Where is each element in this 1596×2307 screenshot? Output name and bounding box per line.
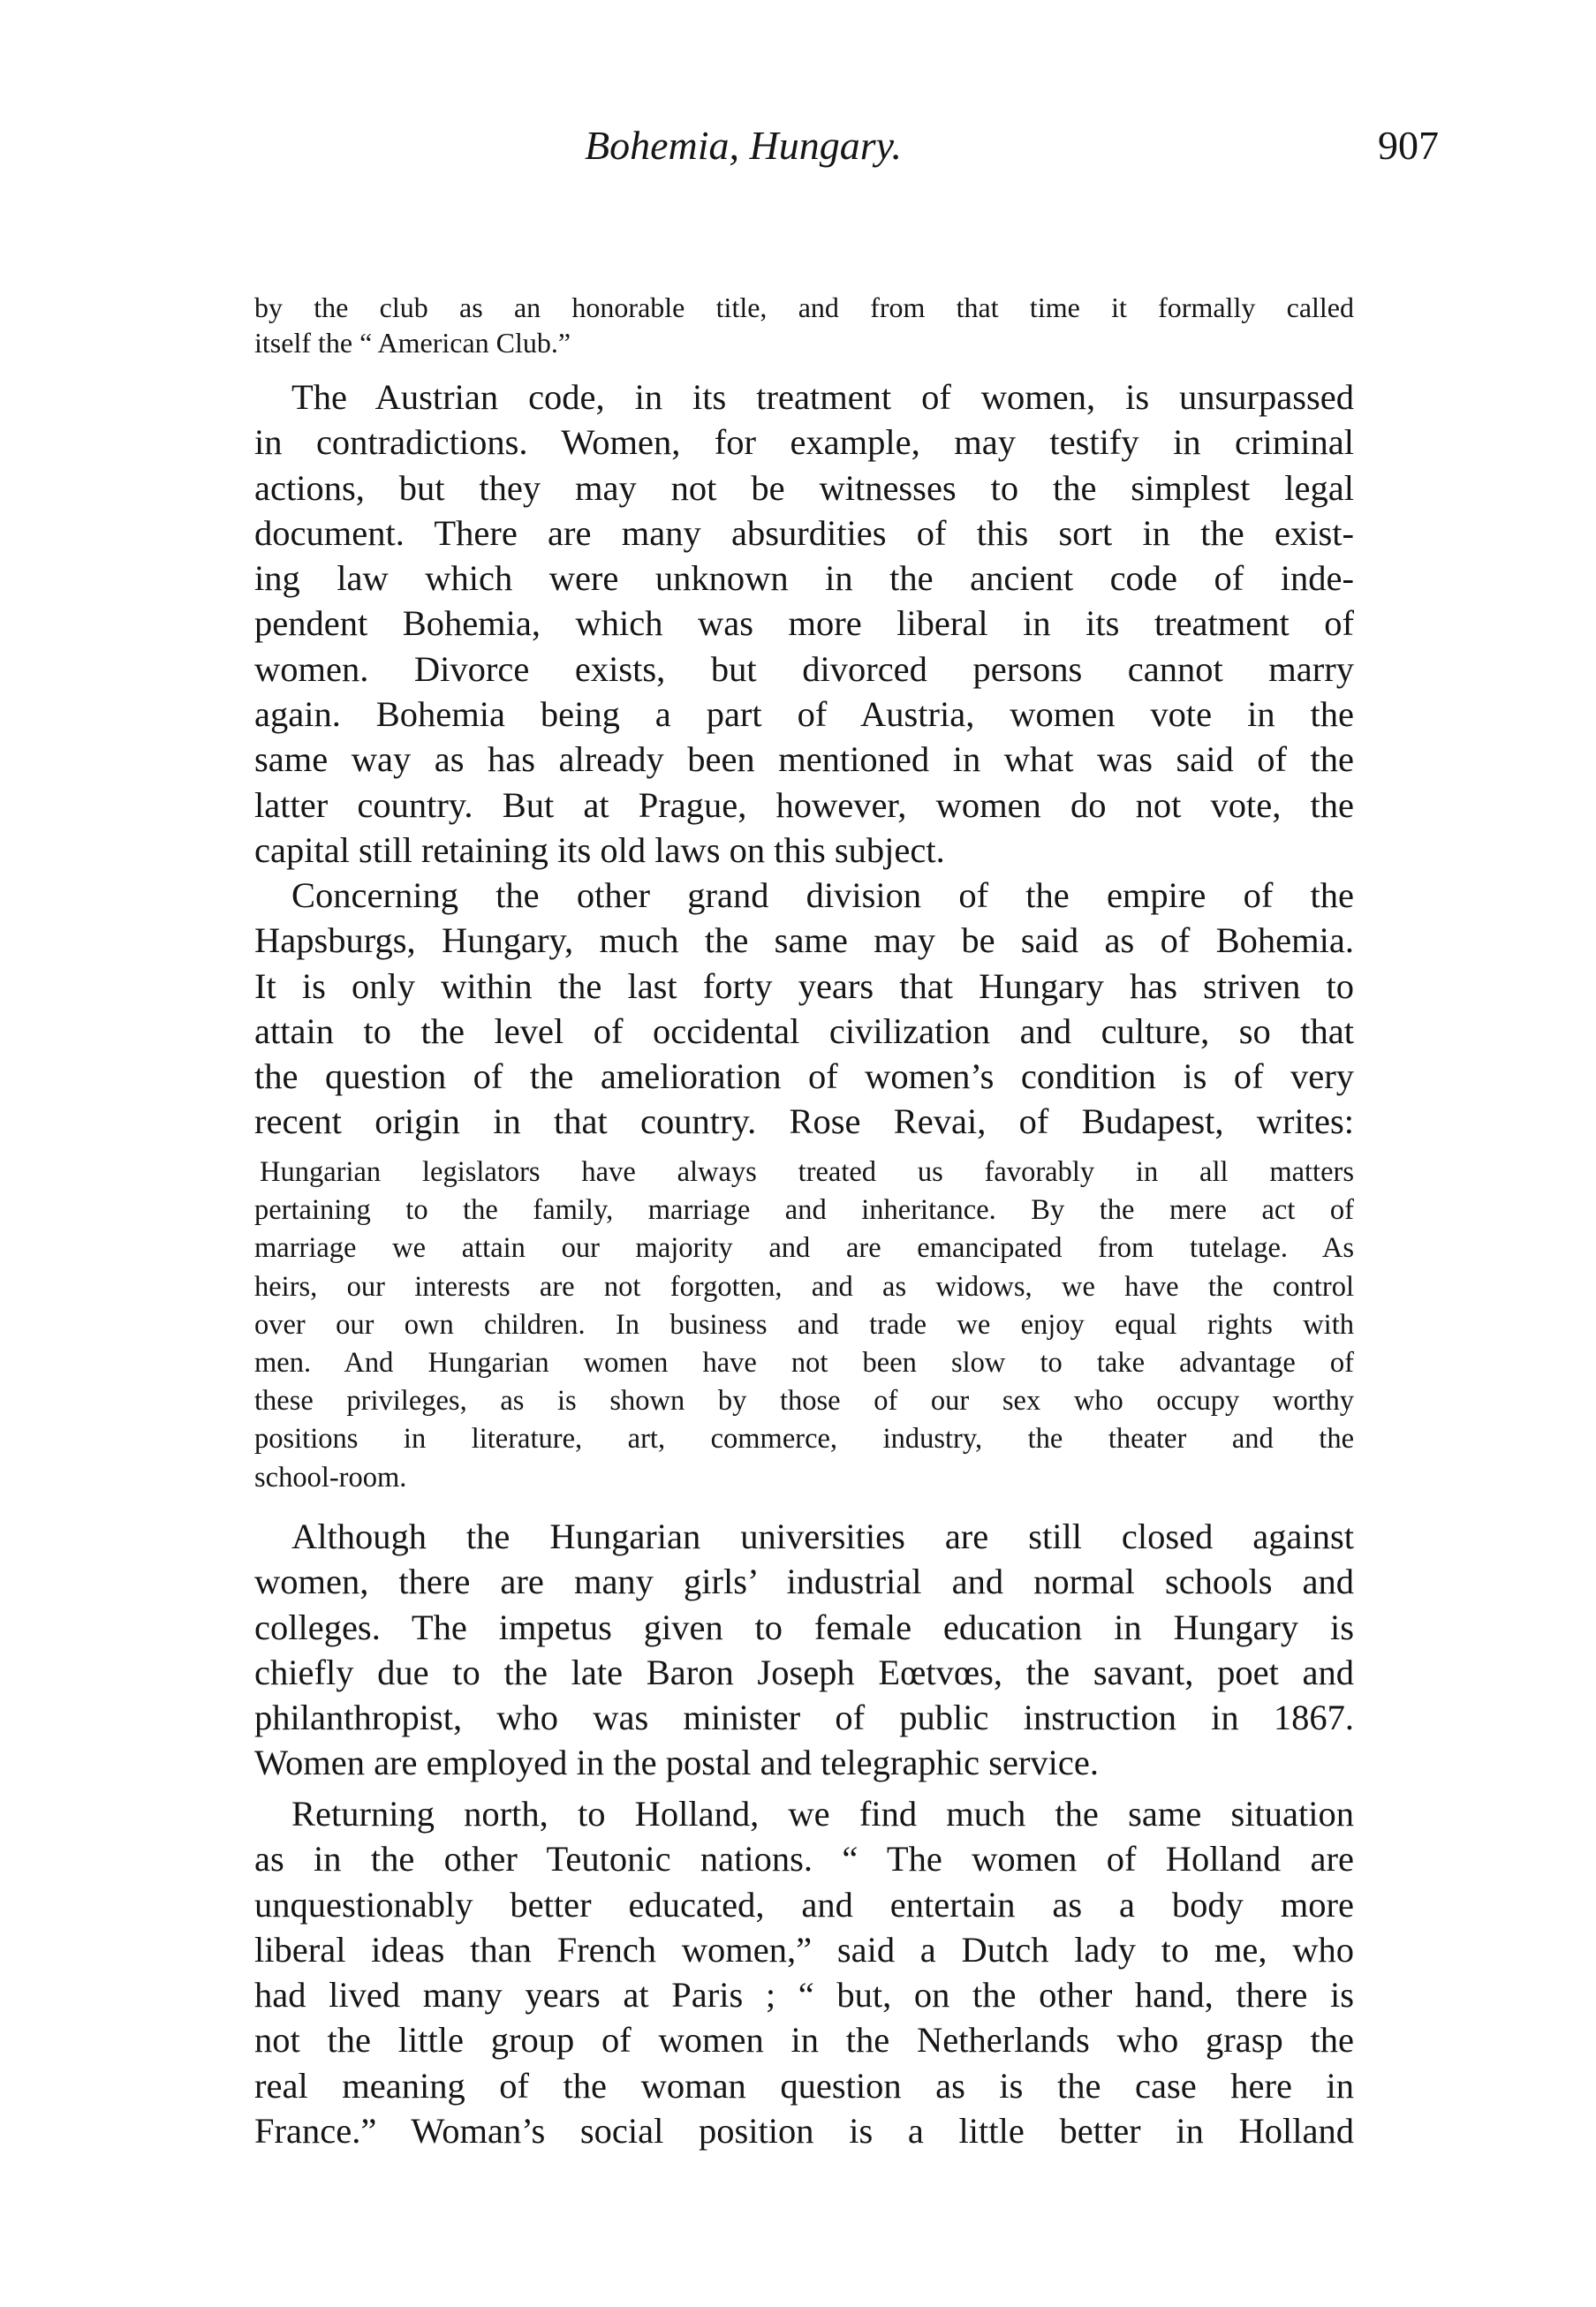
text-line: attain to the level of occidental civilization and culture, so that <box>254 1010 1354 1051</box>
text-line: latter country. But at Prague, however, women do not vote, the <box>254 784 1354 825</box>
text-line: chiefly due to the late Baron Joseph Eœtvœs, the savant, poet and <box>254 1652 1354 1692</box>
text-line: The Austrian code, in its treatment of women, is unsurpassed <box>291 377 1354 417</box>
intro-continuation <box>254 290 1354 360</box>
text-line: itself the “ American Club.” <box>254 327 571 359</box>
text-line: had lived many years at Paris ; “ but, on the other hand, there is <box>254 1975 1354 2016</box>
text-line: by the club as an honorable title, and from that time it formally called <box>254 291 1354 323</box>
text-line: again. Bohemia being a part of Austria, women vote in the <box>254 694 1354 735</box>
paragraph-universities <box>254 1514 1354 1786</box>
text-line: document. There are many absurdities of this sort in the exist- <box>254 512 1354 553</box>
text-line: the question of the amelioration of women’s condition is of very <box>254 1056 1354 1097</box>
page-number: 907 <box>1378 123 1439 168</box>
text-line: positions in literature, art, commerce, industry, the theater and the <box>254 1423 1354 1456</box>
text-line: ing law which were unknown in the ancient code of inde- <box>254 558 1354 599</box>
text-line: actions, but they may not be witnesses to the simplest legal <box>254 467 1354 508</box>
text-line: marriage we attain our majority and are emancipated from tutelage. As <box>254 1232 1354 1265</box>
running-title: Bohemia, Hungary. <box>585 123 903 168</box>
block-quote-rose-revai <box>254 1154 1354 1497</box>
text-line: philanthropist, who was minister of public instruction in 1867. <box>254 1698 1354 1738</box>
paragraph-hungary <box>254 873 1354 1145</box>
text-line: Women are employed in the postal and telegraphic service. <box>254 1743 1100 1783</box>
text-line: over our own children. In business and trade we enjoy equal rights with <box>254 1308 1354 1341</box>
text-line: men. And Hungarian women have not been slow to take advantage of <box>254 1347 1354 1380</box>
text-line: It is only within the last forty years that Hungary has striven to <box>254 965 1354 1006</box>
text-line: in contradictions. Women, for example, may testify in criminal <box>254 422 1354 463</box>
text-line: pertaining to the family, marriage and inheritance. By the mere act of <box>254 1194 1354 1227</box>
text-line: capital still retaining its old laws on this subject. <box>254 829 945 870</box>
text-line: women. Divorce exists, but divorced persons cannot marry <box>254 648 1354 689</box>
text-line: as in the other Teutonic nations. “ The women of Holland are <box>254 1839 1354 1880</box>
text-line: France.” Woman’s social position is a little better in Holland <box>254 2111 1354 2152</box>
text-line: pendent Bohemia, which was more liberal in its treatment of <box>254 603 1354 644</box>
paragraph-austrian-code <box>254 374 1354 873</box>
text-line: school-room. <box>254 1461 407 1494</box>
text-line: liberal ideas than French women,” said a Dutch lady to me, who <box>254 1929 1354 1970</box>
text-line: women, there are many girls’ industrial and normal schools and <box>254 1562 1354 1602</box>
text-line: heirs, our interests are not forgotten, and as widows, we have the control <box>254 1270 1354 1303</box>
text-line: Although the Hungarian universities are still closed against <box>291 1517 1354 1556</box>
text-line: same way as has already been mentioned in what was said of the <box>254 739 1354 780</box>
text-line: these privileges, as is shown by those of our sex who occupy worthy <box>254 1385 1354 1418</box>
paragraph-holland <box>254 1791 1354 2153</box>
text-line: recent origin in that country. Rose Revai, of Budapest, writes: <box>254 1101 1354 1142</box>
text-line: Returning north, to Holland, we find much the same situation <box>291 1794 1354 1834</box>
text-line: colleges. The impetus given to female education in Hungary is <box>254 1607 1354 1647</box>
text-line: real meaning of the woman question as is the case here in <box>254 2065 1354 2106</box>
text-line: Hungarian legislators have always treated us favorably in all matters <box>260 1156 1354 1188</box>
text-line: Concerning the other grand division of the empire of the <box>291 875 1354 915</box>
text-line: not the little group of women in the Netherlands who grasp the <box>254 2020 1354 2061</box>
text-line: Hapsburgs, Hungary, much the same may be said as of Bohemia. <box>254 920 1354 961</box>
text-line: unquestionably better educated, and entertain as a body more <box>254 1884 1354 1925</box>
